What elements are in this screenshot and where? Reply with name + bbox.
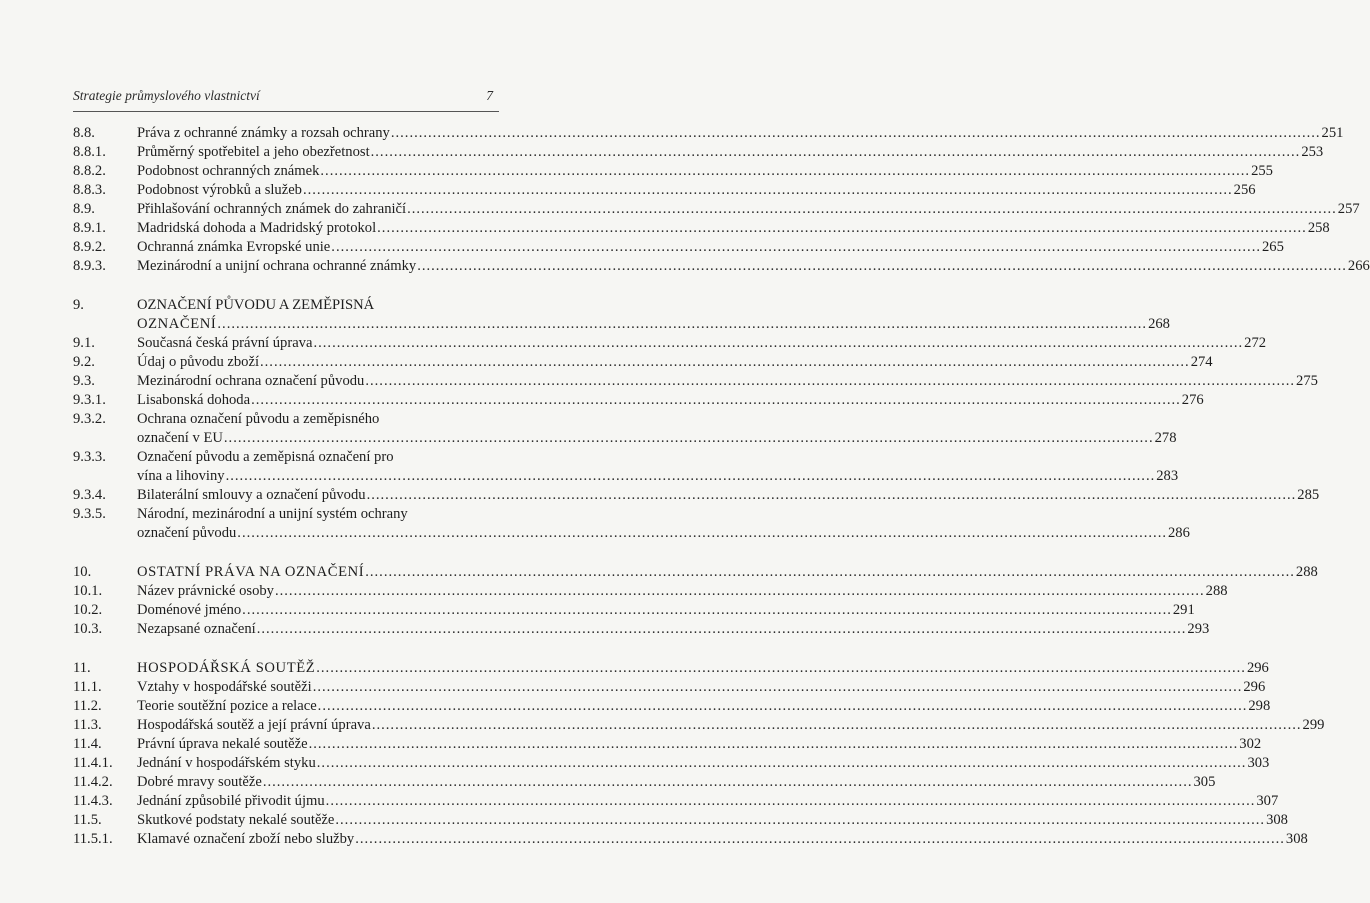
dot-leader: ........................................................................................................................................................................................................	[365, 373, 1296, 389]
toc-entry-number: 11.5.1.	[73, 831, 113, 847]
toc-entry-page: 286	[1167, 525, 1190, 541]
toc-entry	[73, 181, 1256, 200]
dot-leader: ........................................................................................................................................................................................................	[355, 831, 1285, 847]
toc-entry-page: 285	[1297, 487, 1320, 503]
toc-entry-line	[137, 524, 1190, 543]
dot-leader: ........................................................................................................................................................................................................	[417, 258, 1347, 274]
toc-entry-number: 8.9.1.	[73, 220, 106, 236]
toc-entry-number: 11.	[73, 660, 91, 676]
toc-entry-page: 255	[1251, 163, 1273, 179]
toc-entry-body	[137, 238, 1284, 257]
toc-entry-title: Práva z ochranné známky a rozsah ochrany	[137, 125, 390, 141]
toc-entry-title: Podobnost ochranných známek	[137, 163, 320, 179]
toc-entry-line	[137, 792, 1279, 811]
toc-entry-page: 296	[1243, 679, 1266, 695]
toc-entry-line	[137, 601, 1195, 620]
toc-entry-number: 11.4.	[73, 736, 102, 752]
dot-leader: ........................................................................................................................................................................................................	[325, 793, 1256, 809]
toc-entry-line	[137, 124, 1344, 143]
dot-leader: ........................................................................................................................................................................................................	[262, 774, 1193, 790]
toc-entry	[73, 620, 1210, 639]
toc-entry-line	[137, 200, 1360, 219]
toc-entry-body	[137, 697, 1271, 716]
toc-entry-page: 307	[1256, 793, 1279, 809]
toc-entry-body	[137, 811, 1288, 830]
toc-entry	[73, 735, 1262, 754]
toc-entry-page: 268	[1148, 316, 1170, 332]
dot-leader: ........................................................................................................................................................................................................	[316, 755, 1247, 771]
toc-entry	[73, 334, 1267, 353]
toc-entry-page: 305	[1193, 774, 1216, 790]
toc-entry-page: 278	[1154, 430, 1177, 446]
toc-entry	[73, 582, 1228, 601]
toc-entry-page: 272	[1244, 335, 1267, 351]
toc-entry-page: 274	[1190, 354, 1213, 370]
toc-entry-title: Hospodářská soutěž a její právní úprava	[137, 717, 371, 733]
toc-entry-title: Název právnické osoby	[137, 583, 274, 599]
toc-entry-page: 308	[1266, 812, 1288, 828]
dot-leader: ........................................................................................................................................................................................................	[256, 621, 1187, 637]
toc-entry-title: Madridská dohoda a Madridský protokol	[137, 220, 377, 236]
toc-entry	[73, 830, 1308, 849]
toc-entry-line	[137, 353, 1213, 372]
dot-leader: ........................................................................................................................................................................................................	[225, 468, 1156, 484]
toc-entry-line	[137, 773, 1216, 792]
toc-entry-line	[137, 162, 1273, 181]
toc-entry-number: 10.	[73, 564, 92, 580]
toc-entry-title: Údaj o původu zboží	[137, 354, 259, 370]
dot-leader: ........................................................................................................................................................................................................	[371, 717, 1302, 733]
toc-entry-title: Průměrný spotřebitel a jeho obezřetnost	[137, 144, 370, 160]
toc-entry-body	[137, 219, 1330, 238]
toc-entry-number: 8.8.3.	[73, 182, 106, 198]
toc-entry-body	[137, 830, 1308, 849]
dot-leader: ........................................................................................................................................................................................................	[317, 698, 1248, 714]
toc-entry-number: 8.9.2.	[73, 239, 106, 255]
toc-entry-body	[137, 792, 1279, 811]
toc-entry-body	[137, 659, 1269, 678]
toc-entry-line	[137, 238, 1284, 257]
toc-entry-line	[137, 429, 1177, 448]
toc-entry	[73, 143, 1324, 162]
dot-leader: ........................................................................................................................................................................................................	[223, 430, 1154, 446]
toc-entry-title: Mezinárodní ochrana označení původu	[137, 373, 365, 389]
toc-entry	[73, 716, 1325, 735]
toc-entry-title: Podobnost výrobků a služeb	[137, 182, 302, 198]
toc-entry-number: 8.8.1.	[73, 144, 106, 160]
toc-entry	[73, 792, 1279, 811]
toc-entry-number: 11.4.1.	[73, 755, 113, 771]
toc-entry-number: 9.	[73, 297, 84, 313]
toc-entry	[73, 353, 1213, 372]
toc-entry-body	[137, 296, 1170, 334]
toc-entry-page: 293	[1187, 621, 1210, 637]
toc-entry	[73, 505, 1190, 543]
toc-entry-line	[137, 620, 1210, 639]
dot-leader: ........................................................................................................................................................................................................	[320, 163, 1251, 179]
toc-entry-number: 11.1.	[73, 679, 102, 695]
toc-entry-line	[137, 181, 1256, 200]
toc-entry-page: 299	[1302, 717, 1325, 733]
toc-entry-body	[137, 257, 1370, 276]
toc-entry-body	[137, 124, 1344, 143]
dot-leader: ........................................................................................................................................................................................................	[331, 239, 1261, 255]
toc-entry-line	[137, 219, 1330, 238]
toc-entry	[73, 811, 1288, 830]
toc-entry-number: 9.3.	[73, 373, 95, 389]
toc-entry	[73, 601, 1195, 620]
toc-entry	[73, 200, 1360, 219]
dot-leader: ........................................................................................................................................................................................................	[308, 736, 1239, 752]
toc-entry-number: 9.2.	[73, 354, 95, 370]
toc-entry-number: 11.3.	[73, 717, 102, 733]
toc-entry-body	[137, 181, 1256, 200]
toc-entry-body	[137, 754, 1270, 773]
toc-entry	[73, 257, 1370, 276]
toc-entry	[73, 238, 1284, 257]
toc-entry-line	[137, 372, 1318, 391]
toc-entry-title: vína a lihoviny	[137, 468, 225, 484]
toc-entry-title: Vztahy v hospodářské soutěži	[137, 679, 312, 695]
toc-entry-title: Ochranná známka Evropské unie	[137, 239, 331, 255]
toc-entry-body	[137, 353, 1213, 372]
toc-entry-page: 298	[1248, 698, 1271, 714]
dot-leader: ........................................................................................................................................................................................................	[407, 201, 1337, 217]
toc-entry-title: označení původu	[137, 525, 237, 541]
toc-entry-title: Klamavé označení zboží nebo služby	[137, 831, 355, 847]
toc-entry-line	[137, 582, 1228, 601]
toc-entry-number: 11.5.	[73, 812, 102, 828]
toc-entry-title: Nezapsané označení	[137, 621, 256, 637]
toc-entry-body	[137, 334, 1267, 353]
dot-leader: ........................................................................................................................................................................................................	[260, 354, 1190, 370]
toc-entry-line	[137, 143, 1324, 162]
dot-leader: ........................................................................................................................................................................................................	[316, 660, 1246, 676]
toc-entry-line	[137, 486, 1320, 505]
toc-entry-title: Lisabonská dohoda	[137, 392, 251, 408]
dot-leader: ........................................................................................................................................................................................................	[335, 812, 1266, 828]
toc-entry-body	[137, 410, 1177, 448]
toc-entry-page: 256	[1233, 182, 1256, 198]
toc-entry-number: 8.9.3.	[73, 258, 106, 274]
toc-entry	[73, 219, 1330, 238]
toc-entry-line	[137, 659, 1269, 678]
toc-entry-title-first-line: OZNAČENÍ PŮVODU A ZEMĚPISNÁ	[137, 297, 375, 313]
dot-leader: ........................................................................................................................................................................................................	[237, 525, 1167, 541]
toc-entry-page: 291	[1172, 602, 1195, 618]
toc-entry	[73, 697, 1271, 716]
toc-entry-body	[137, 601, 1195, 620]
toc-entry-title-first-line: Národní, mezinárodní a unijní systém ochrany	[137, 506, 408, 522]
toc-entry-title: Teorie soutěžní pozice a relace	[137, 698, 317, 714]
toc-entry-number: 9.3.2.	[73, 411, 106, 427]
toc-entry-title: Přihlašování ochranných známek do zahraničí	[137, 201, 407, 217]
toc-entry-body	[137, 486, 1320, 505]
toc-entry-number: 10.1.	[73, 583, 103, 599]
toc-entry-line	[137, 563, 1318, 582]
toc-entry-body	[137, 505, 1190, 543]
toc-entry-title: Bilaterální smlouvy a označení původu	[137, 487, 366, 503]
toc-entry-line	[137, 315, 1170, 334]
toc-entry-page: 266	[1347, 258, 1370, 274]
toc-entry-page: 251	[1321, 125, 1344, 141]
toc-entry	[73, 773, 1216, 792]
toc-entry-title: Jednání způsobilé přivodit újmu	[137, 793, 325, 809]
toc-entry	[73, 448, 1179, 486]
toc-entry-page: 303	[1247, 755, 1270, 771]
dot-leader: ........................................................................................................................................................................................................	[377, 220, 1307, 236]
header-rule	[73, 111, 499, 112]
toc-entry-number: 8.8.2.	[73, 163, 106, 179]
dot-leader: ........................................................................................................................................................................................................	[274, 583, 1205, 599]
toc-entry-number: 9.3.1.	[73, 392, 106, 408]
toc-entry-title-first-line: Ochrana označení původu a zeměpisného	[137, 411, 380, 427]
dot-leader: ........................................................................................................................................................................................................	[366, 487, 1297, 503]
group-spacer	[73, 276, 499, 296]
toc-entry-title: OZNAČENÍ	[137, 316, 217, 332]
toc-entry-page: 253	[1301, 144, 1324, 160]
toc-entry-title: označení v EU	[137, 430, 223, 446]
toc-entry-title: Skutkové podstaty nekalé soutěže	[137, 812, 335, 828]
toc-entry-number: 8.9.	[73, 201, 95, 217]
dot-leader: ........................................................................................................................................................................................................	[390, 125, 1321, 141]
toc-entry-title: Dobré mravy soutěže	[137, 774, 262, 790]
toc-entry-body	[137, 563, 1318, 582]
toc-entry-title: Současná česká právní úprava	[137, 335, 313, 351]
toc-entry-page: 275	[1296, 373, 1318, 389]
toc-entry-number: 10.2.	[73, 602, 103, 618]
toc-entry	[73, 372, 1318, 391]
toc-entry-line	[137, 830, 1308, 849]
toc-entry-title: OSTATNÍ PRÁVA NA OZNAČENÍ	[137, 564, 365, 580]
toc-entry-number: 9.3.4.	[73, 487, 106, 503]
toc-entry-line	[137, 754, 1270, 773]
toc-entry-line	[137, 391, 1204, 410]
toc-entry-body	[137, 448, 1179, 486]
toc-entry-body	[137, 391, 1204, 410]
toc-entry-title: Mezinárodní a unijní ochrana ochranné známky	[137, 258, 417, 274]
toc-entry-body	[137, 162, 1273, 181]
toc-entry-number: 9.3.3.	[73, 449, 106, 465]
dot-leader: ........................................................................................................................................................................................................	[313, 335, 1244, 351]
group-spacer	[73, 543, 499, 563]
toc-entry	[73, 486, 1320, 505]
toc-entry-page: 308	[1285, 831, 1308, 847]
toc-entry-body	[137, 735, 1262, 754]
dot-leader: ........................................................................................................................................................................................................	[251, 392, 1181, 408]
toc-chapter-entry	[73, 296, 1170, 334]
toc-entry-page: 288	[1295, 564, 1318, 580]
toc-entry-line	[137, 697, 1271, 716]
toc-entry-number: 8.8.	[73, 125, 95, 141]
toc-entry-line	[137, 716, 1325, 735]
toc-entry-page: 276	[1181, 392, 1204, 408]
dot-leader: ........................................................................................................................................................................................................	[365, 564, 1295, 580]
toc-entry-title-first-line: Označení původu a zeměpisná označení pro	[137, 449, 394, 465]
toc-entry-number: 11.4.3.	[73, 793, 113, 809]
toc-entry-body	[137, 620, 1210, 639]
table-of-contents	[73, 124, 1370, 849]
toc-entry-body	[137, 773, 1216, 792]
toc-entry	[73, 678, 1266, 697]
toc-entry-title: Doménové jméno	[137, 602, 242, 618]
toc-entry-title: Právní úprava nekalé soutěže	[137, 736, 308, 752]
running-header	[73, 88, 499, 108]
page-number: 7	[486, 88, 493, 103]
toc-entry-line	[137, 257, 1370, 276]
toc-entry	[73, 162, 1273, 181]
toc-entry-number: 9.1.	[73, 335, 95, 351]
toc-entry-line	[137, 467, 1179, 486]
toc-chapter-entry	[73, 659, 1269, 678]
toc-entry-number: 11.4.2.	[73, 774, 113, 790]
toc-entry-page: 258	[1307, 220, 1330, 236]
toc-entry-page: 288	[1205, 583, 1228, 599]
toc-entry-page: 296	[1246, 660, 1269, 676]
toc-entry-number: 11.2.	[73, 698, 102, 714]
toc-entry-page: 283	[1156, 468, 1179, 484]
toc-entry-page: 257	[1337, 201, 1360, 217]
running-header-title: Strategie průmyslového vlastnictví	[73, 88, 260, 103]
dot-leader: ........................................................................................................................................................................................................	[242, 602, 1172, 618]
toc-entry	[73, 124, 1344, 143]
dot-leader: ........................................................................................................................................................................................................	[370, 144, 1301, 160]
toc-entry-line	[137, 811, 1288, 830]
toc-entry	[73, 391, 1204, 410]
toc-entry-number: 10.3.	[73, 621, 103, 637]
dot-leader: ........................................................................................................................................................................................................	[302, 182, 1233, 198]
toc-entry-body	[137, 372, 1318, 391]
toc-entry-line	[137, 735, 1262, 754]
toc-entry-body	[137, 678, 1266, 697]
group-spacer	[73, 639, 499, 659]
toc-entry-page: 302	[1239, 736, 1262, 752]
toc-entry-body	[137, 200, 1360, 219]
toc-entry-line	[137, 334, 1267, 353]
toc-entry	[73, 754, 1270, 773]
toc-entry	[73, 410, 1177, 448]
toc-chapter-entry	[73, 563, 1318, 582]
toc-entry-page: 265	[1261, 239, 1284, 255]
dot-leader: ........................................................................................................................................................................................................	[312, 679, 1243, 695]
toc-entry-number: 9.3.5.	[73, 506, 106, 522]
toc-entry-body	[137, 716, 1325, 735]
toc-entry-body	[137, 143, 1324, 162]
toc-entry-title: Jednání v hospodářském styku	[137, 755, 316, 771]
dot-leader: ........................................................................................................................................................................................................	[217, 316, 1148, 332]
toc-entry-title: HOSPODÁŘSKÁ SOUTĚŽ	[137, 660, 316, 676]
toc-entry-body	[137, 582, 1228, 601]
toc-entry-line	[137, 678, 1266, 697]
